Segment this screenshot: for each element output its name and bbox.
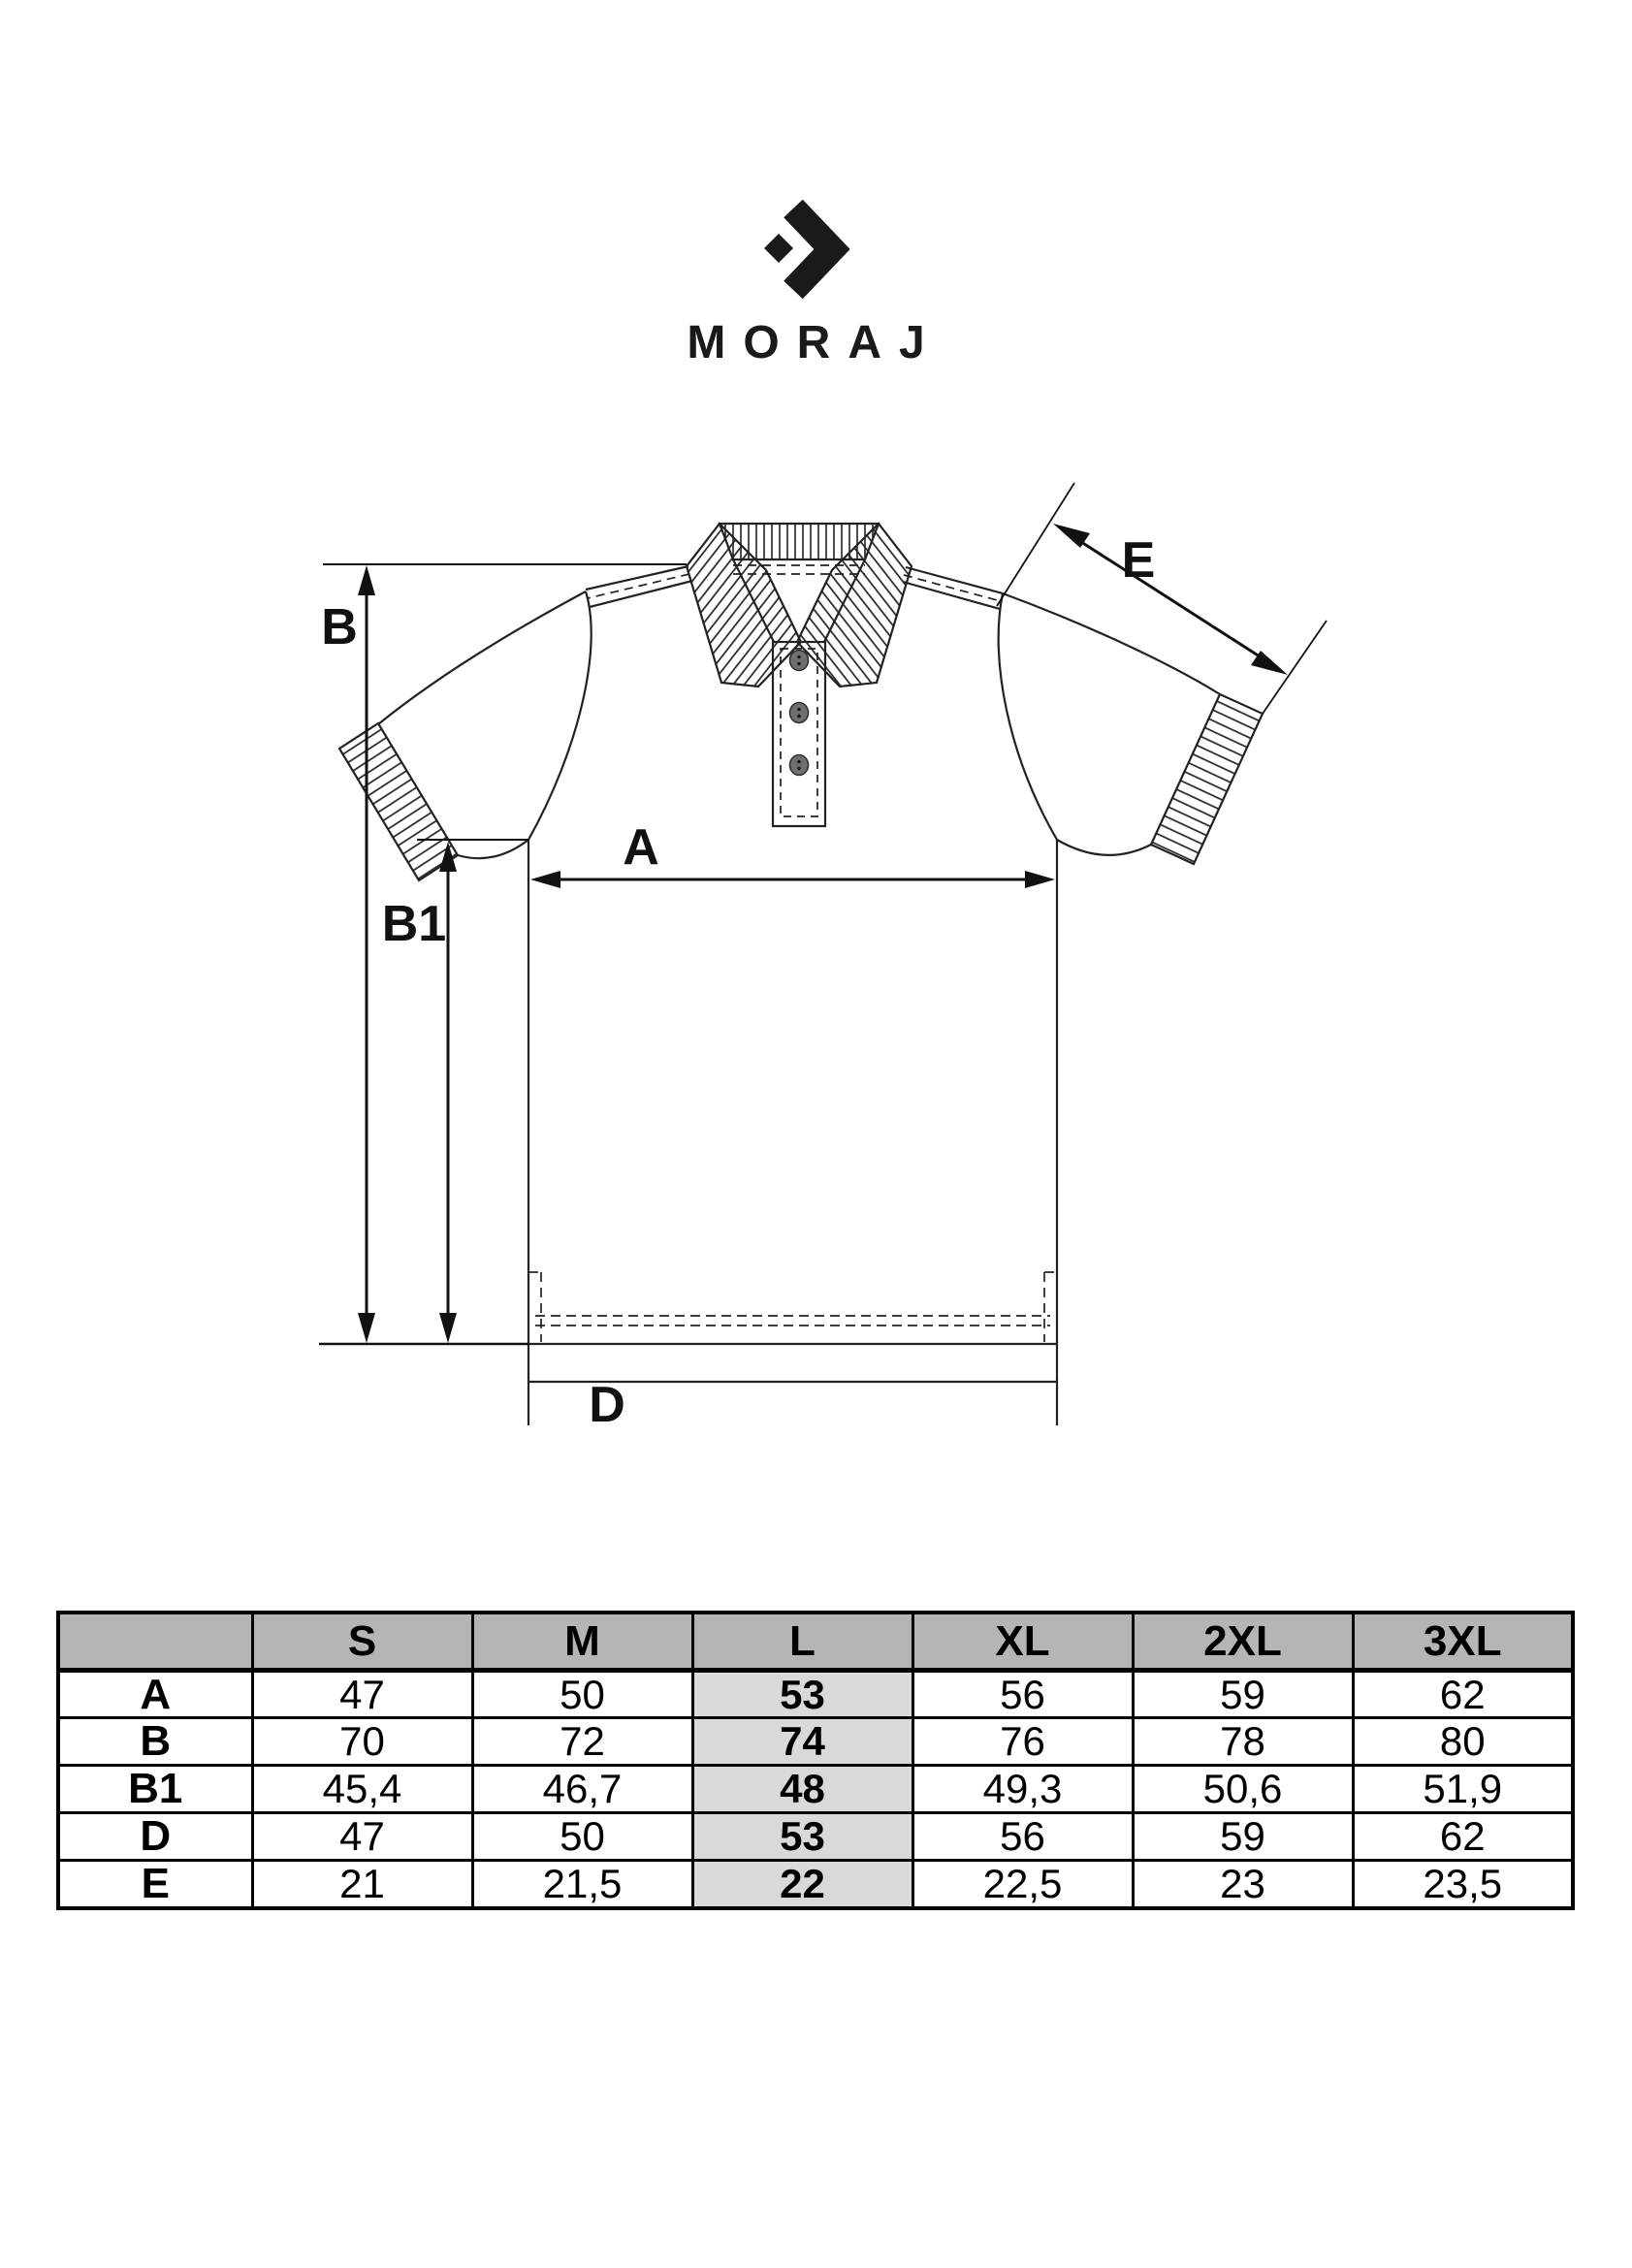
size-cell: 50,6	[1133, 1766, 1353, 1813]
size-cell: 21,5	[472, 1861, 692, 1908]
measure-row-label: D	[58, 1813, 252, 1861]
size-cell: 56	[912, 1813, 1133, 1861]
size-cell: 56	[912, 1671, 1133, 1718]
size-cell: 72	[472, 1718, 692, 1766]
right-cuff-rib	[1151, 694, 1263, 864]
size-cell: 21	[252, 1861, 472, 1908]
right-underarm-seam	[1057, 840, 1151, 855]
sleeve-upper-extension-line	[997, 483, 1074, 606]
left-sleeve	[339, 591, 592, 880]
table-row-b	[58, 1718, 1573, 1766]
size-cell: 62	[1353, 1813, 1573, 1861]
size-table	[56, 1611, 1575, 1910]
size-cell: 50	[472, 1671, 692, 1718]
size-cell: 47	[252, 1813, 472, 1861]
measure-row-label: B1	[58, 1766, 252, 1813]
left-underarm-seam	[458, 840, 528, 858]
left-cuff-rib	[339, 723, 458, 880]
size-cell: 51,9	[1353, 1766, 1573, 1813]
measure-row-label: B	[58, 1718, 252, 1766]
button	[790, 755, 809, 776]
size-table-header-row	[58, 1613, 1573, 1671]
size-cell: 80	[1353, 1718, 1573, 1766]
dimension-label-a: A	[623, 819, 659, 876]
dimension-arrow-a	[530, 871, 1055, 888]
corner-cell	[58, 1613, 252, 1671]
size-cell-highlighted: 53	[692, 1671, 912, 1718]
size-cell: 22,5	[912, 1861, 1133, 1908]
button	[790, 651, 809, 671]
size-cell: 78	[1133, 1718, 1353, 1766]
size-cell: 47	[252, 1671, 472, 1718]
size-cell: 50	[472, 1813, 692, 1861]
logo-text: MORAJ	[687, 317, 943, 368]
left-armhole-seam	[528, 591, 592, 840]
table-row-e	[58, 1861, 1573, 1908]
dimension-label-b: B	[321, 599, 358, 655]
size-cell: 76	[912, 1718, 1133, 1766]
table-row-a	[58, 1671, 1573, 1718]
size-column-header-3xl: 3XL	[1353, 1613, 1573, 1671]
dimension-label-b1: B1	[381, 896, 447, 952]
button	[790, 703, 809, 723]
dimension-arrow-b	[358, 565, 375, 1343]
size-cell: 23,5	[1353, 1861, 1573, 1908]
size-column-header-m: M	[472, 1613, 692, 1671]
size-column-header-2xl: 2XL	[1133, 1613, 1353, 1671]
table-row-b1	[58, 1766, 1573, 1813]
measure-row-label: A	[58, 1671, 252, 1718]
size-cell-highlighted: 48	[692, 1766, 912, 1813]
right-shoulder-seam	[903, 567, 1003, 609]
dimension-label-d: D	[589, 1377, 625, 1433]
size-column-header-l: L	[692, 1613, 912, 1671]
left-shoulder-seam	[586, 566, 692, 607]
table-row-d	[58, 1813, 1573, 1861]
dimension-arrow-e	[1053, 524, 1288, 675]
size-cell: 23	[1133, 1861, 1353, 1908]
size-cell: 59	[1133, 1671, 1353, 1718]
chevron-icon	[793, 208, 832, 290]
size-cell-highlighted: 53	[692, 1813, 912, 1861]
size-column-header-xl: XL	[912, 1613, 1133, 1671]
size-cell: 46,7	[472, 1766, 692, 1813]
size-cell-highlighted: 22	[692, 1861, 912, 1908]
size-cell: 45,4	[252, 1766, 472, 1813]
size-cell: 49,3	[912, 1766, 1133, 1813]
diamond-icon	[764, 234, 793, 263]
moraj-logo	[687, 208, 942, 368]
hem-stitching	[528, 1272, 1057, 1342]
measure-row-label: E	[58, 1861, 252, 1908]
size-cell-highlighted: 74	[692, 1718, 912, 1766]
size-cell: 62	[1353, 1671, 1573, 1718]
size-cell: 70	[252, 1718, 472, 1766]
size-cell: 59	[1133, 1813, 1353, 1861]
polo-shirt-drawing	[339, 524, 1263, 1425]
size-column-header-s: S	[252, 1613, 472, 1671]
shirt-body	[528, 840, 1057, 1425]
dimension-label-e: E	[1121, 532, 1156, 589]
right-armhole-seam	[999, 593, 1057, 840]
